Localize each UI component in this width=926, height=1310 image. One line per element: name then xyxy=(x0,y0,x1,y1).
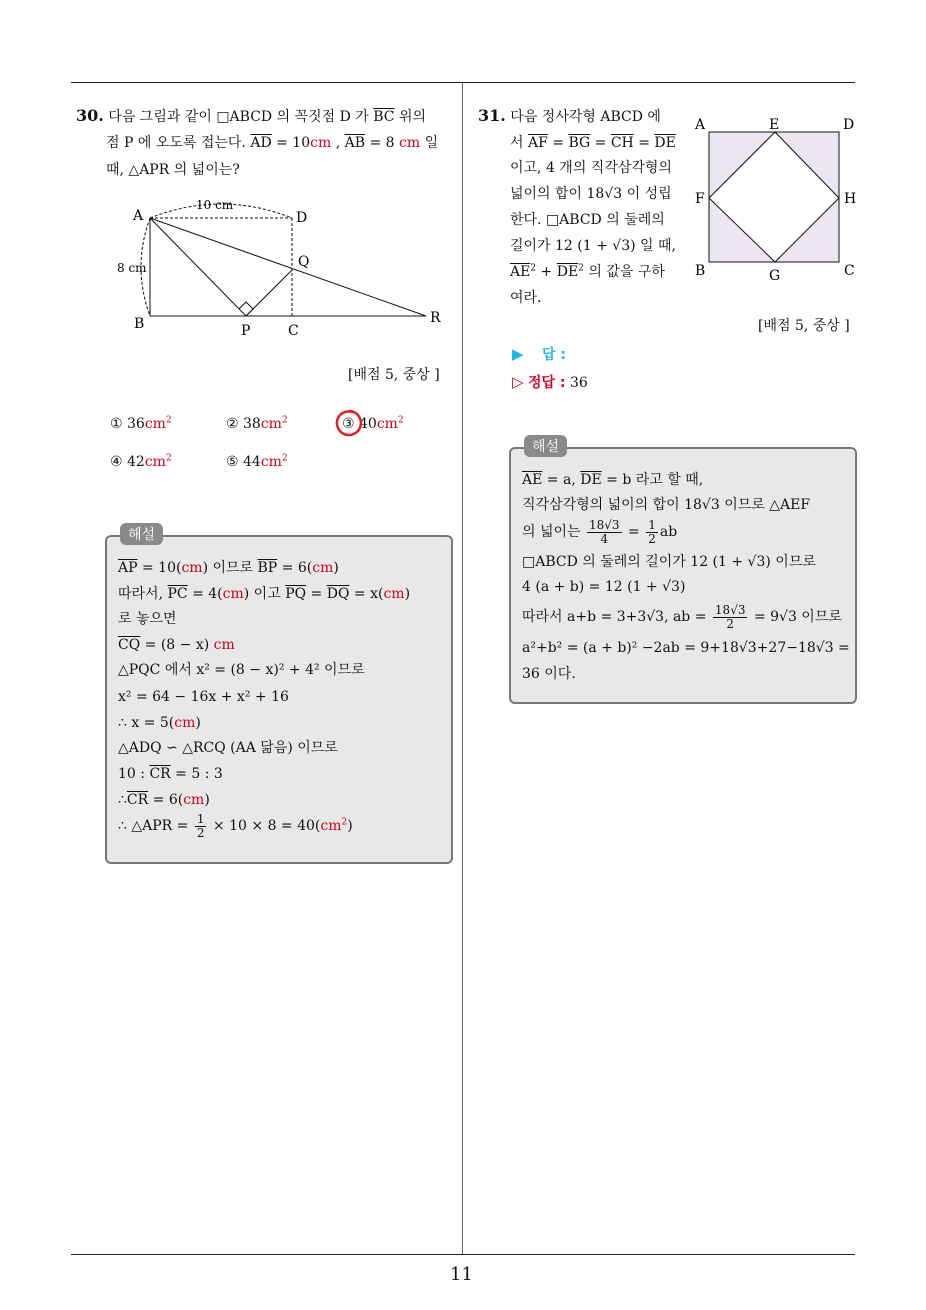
q31-line3: 이고, 4 개의 직각삼각형의 xyxy=(510,160,672,176)
q31-number: 31. xyxy=(478,106,506,125)
label-A: A xyxy=(133,208,144,224)
correct-arrow-icon: ▷ xyxy=(512,373,524,391)
q31-line7: $\overline{AE}^2 + \overline{DE}^2$ 의 값을 구하 xyxy=(510,263,665,280)
label-P: P xyxy=(241,323,251,339)
q31-solution-tag: 해설 xyxy=(524,435,567,457)
correct-answer-row xyxy=(512,372,588,393)
choice-1[interactable]: ① $36cm^2$ xyxy=(110,415,172,432)
q31-line8: 여라. xyxy=(510,290,542,306)
footer-rule xyxy=(71,1254,855,1255)
label-D: D xyxy=(843,117,855,133)
label-A: A xyxy=(695,117,706,133)
right-angle-mark xyxy=(239,302,253,316)
q30-sol-line9: 10 : $\overline{CR} = 5$ : 3 xyxy=(118,766,223,782)
q30-sol-line3: 로 놓으면 xyxy=(118,611,177,627)
answer-row xyxy=(512,344,566,365)
q30-sol-line1: $\overline{AP} = 10(cm)$ 이므로 $\overline{BP} = 6(cm)$ xyxy=(118,560,339,576)
q30-sol-line6: x² = 64 − 16x + x² + 16 xyxy=(118,689,289,705)
q31-sol-line7: a²+b² = (a + b)² −2ab = 9+18√3+27−18√3 = xyxy=(522,640,850,656)
q31-line5: 한다. □ABCD 의 둘레의 xyxy=(510,212,665,228)
answer-label: 답 : xyxy=(542,347,566,363)
q31-sol-line1: $\overline{AE} = a$, $\overline{DE} = b$ 라고 할 때, xyxy=(522,472,704,488)
q31-line6: 길이가 12 (1 + √3) 일 때, xyxy=(510,238,676,254)
correct-label: 정답 : xyxy=(528,375,566,391)
q31-line2: 서 $\overline{AF} = \overline{BG} = \overline{CH} = \overline{DE}$ xyxy=(510,135,676,151)
q31-line4: 넓이의 합이 18√3 이 성립 xyxy=(510,186,672,202)
segment-AR xyxy=(150,218,426,316)
choice-2[interactable]: ② $38cm^2$ xyxy=(226,415,288,432)
header-rule xyxy=(71,82,855,83)
label-G: G xyxy=(769,268,781,284)
label-B: B xyxy=(695,263,706,279)
q31-sol-line2: 직각삼각형의 넓이의 합이 18√3 이므로 △AEF xyxy=(522,497,811,513)
q30-sol-line2: 따라서, $\overline{PC} = 4(cm)$ 이고 $\overline{PQ} = \overline{DQ} = x(cm)$ xyxy=(118,586,411,602)
correct-value: 36 xyxy=(569,375,588,391)
q30-line1: 30. 다음 그림과 같이 □ABCD 의 꼭짓점 D 가 $\overline{BC}$ 위의 xyxy=(76,106,427,125)
q30-sol-line7: ∴ x = 5(cm) xyxy=(118,715,201,731)
selected-answer-circle xyxy=(334,408,364,438)
label-H: H xyxy=(844,191,857,207)
q30-score: [배점 5, 중상 ] xyxy=(348,367,440,383)
q30-sol-line4: $\overline{CQ} = (8 - x)$ cm xyxy=(118,637,235,653)
answer-arrow-icon: ▶ xyxy=(512,345,524,363)
q31-sol-line8: 36 이다. xyxy=(522,666,576,682)
label-side-length: 8 cm xyxy=(117,261,147,275)
q30-line2: 점 P 에 오도록 접는다. $\overline{AD} = 10cm$ , $\overline{AB} = 8$ cm 일 xyxy=(106,135,439,151)
label-R: R xyxy=(430,310,441,326)
q31-line1: 31. 다음 정사각형 ABCD 에 xyxy=(478,106,661,125)
choice-3[interactable]: ③ $40cm^2$ xyxy=(342,415,404,432)
choice-5[interactable]: ⑤ $44cm^2$ xyxy=(226,453,288,470)
q30-number: 30. xyxy=(76,106,104,125)
column-divider xyxy=(462,83,463,1255)
q30-solution-tag: 해설 xyxy=(120,523,163,545)
q30-sol-line11: ∴ △APR = $\frac{1}{2}$ × $10 \times 8 = 40(cm^2)$ xyxy=(118,811,353,840)
q30-sol-line10: $\therefore\overline{CR} = 6(cm)$ xyxy=(118,792,210,808)
label-F: F xyxy=(695,191,705,207)
q31-sol-line4: □ABCD 의 둘레의 길이가 12 (1 + √3) 이므로 xyxy=(522,554,816,570)
segment-AP xyxy=(150,218,246,316)
q31-sol-line6: 따라서 a+b = 3+3√3, ab = $\frac{18√3}{2}$ = 9√3 이므로 xyxy=(522,602,842,631)
q31-score: [배점 5, 중상 ] xyxy=(758,318,850,334)
label-C: C xyxy=(844,263,855,279)
label-B: B xyxy=(134,316,145,332)
q30-sol-line5: △PQC 에서 x² = (8 − x)² + 4² 이므로 xyxy=(118,662,365,678)
q30-sol-line8: △ADQ ∽ △RCQ (AA 닮음) 이므로 xyxy=(118,740,338,756)
label-D: D xyxy=(296,210,308,226)
label-C: C xyxy=(288,323,299,339)
q30-figure xyxy=(108,190,448,340)
q31-figure xyxy=(692,115,862,285)
choice-4[interactable]: ④ $42cm^2$ xyxy=(110,453,172,470)
q31-sol-line5: 4 (a + b) = 12 (1 + √3) xyxy=(522,579,686,595)
q31-sol-line3: 의 넓이는 $\frac{18√3}{4}$ = $\frac{1}{2}$ ab xyxy=(522,517,678,546)
label-Q: Q xyxy=(298,254,310,270)
label-top-length: 10 cm xyxy=(196,198,234,212)
q30-line3: 때, △APR 의 넓이는? xyxy=(106,162,240,178)
page-number: 11 xyxy=(450,1264,473,1285)
label-E: E xyxy=(769,117,780,133)
